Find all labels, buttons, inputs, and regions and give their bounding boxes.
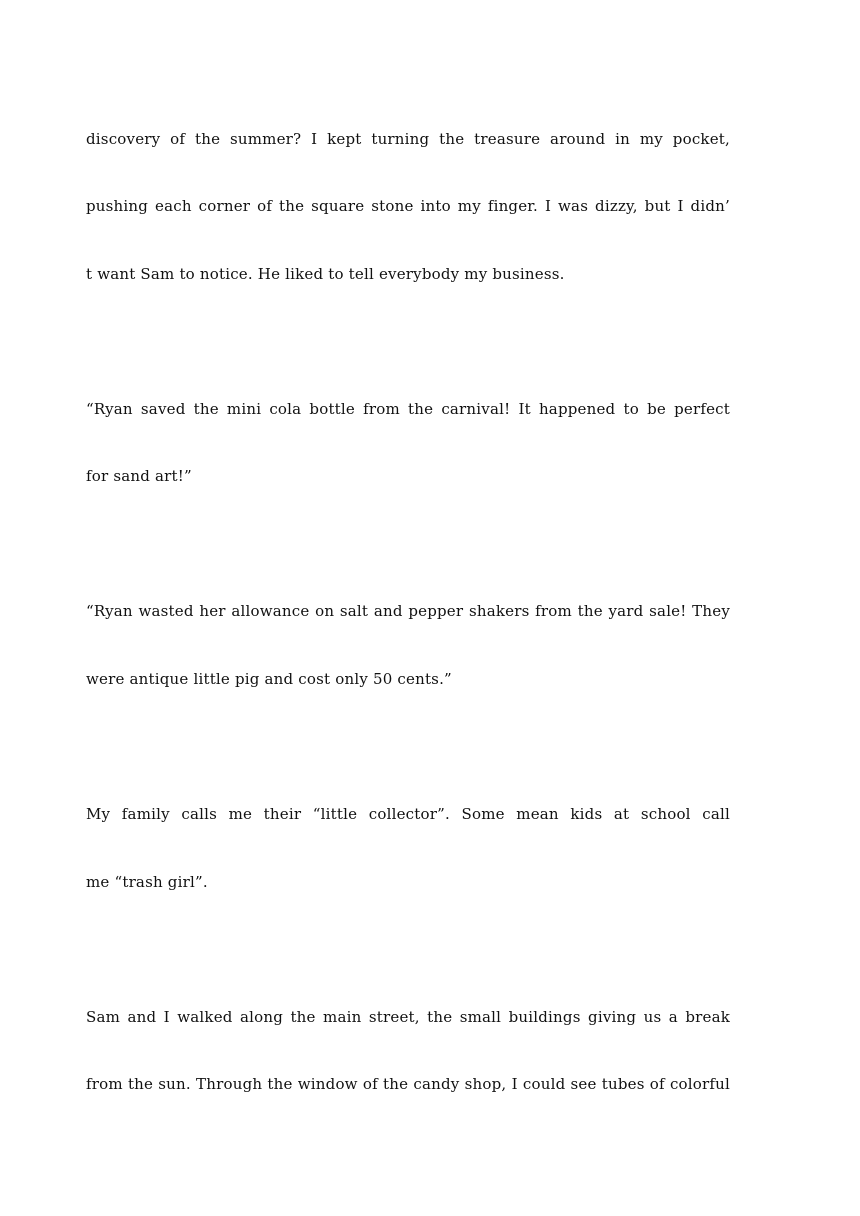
paragraph-5-line-2: from the sun. Through the window of the candy shop, I could see tubes of colorful xyxy=(86,1075,730,1093)
paragraph-3-line-2: were antique little pig and cost only 50 cents.” xyxy=(86,670,452,688)
paragraph-1-line-2: pushing each corner of the square stone into my finger. I was dizzy, but I didn’ xyxy=(86,197,730,215)
paragraph-5-line-1: Sam and I walked along the main street, the small buildings giving us a break xyxy=(86,1008,730,1026)
paragraph-1-line-1: discovery of the summer? I kept turning the treasure around in my pocket, xyxy=(86,130,730,148)
paragraph-2-line-2: for sand art!” xyxy=(86,467,192,485)
paragraph-1-line-3: t want Sam to notice. He liked to tell everybody my business. xyxy=(86,265,565,283)
paragraph-2-line-1: “Ryan saved the mini cola bottle from the carnival! It happened to be perfect xyxy=(86,400,730,418)
paragraph-3-line-1: “Ryan wasted her allowance on salt and pepper shakers from the yard sale! They xyxy=(86,602,730,620)
paragraph-4-line-1: My family calls me their “little collector”. Some mean kids at school call xyxy=(86,805,730,823)
paragraph-4-line-2: me “trash girl”. xyxy=(86,873,208,891)
